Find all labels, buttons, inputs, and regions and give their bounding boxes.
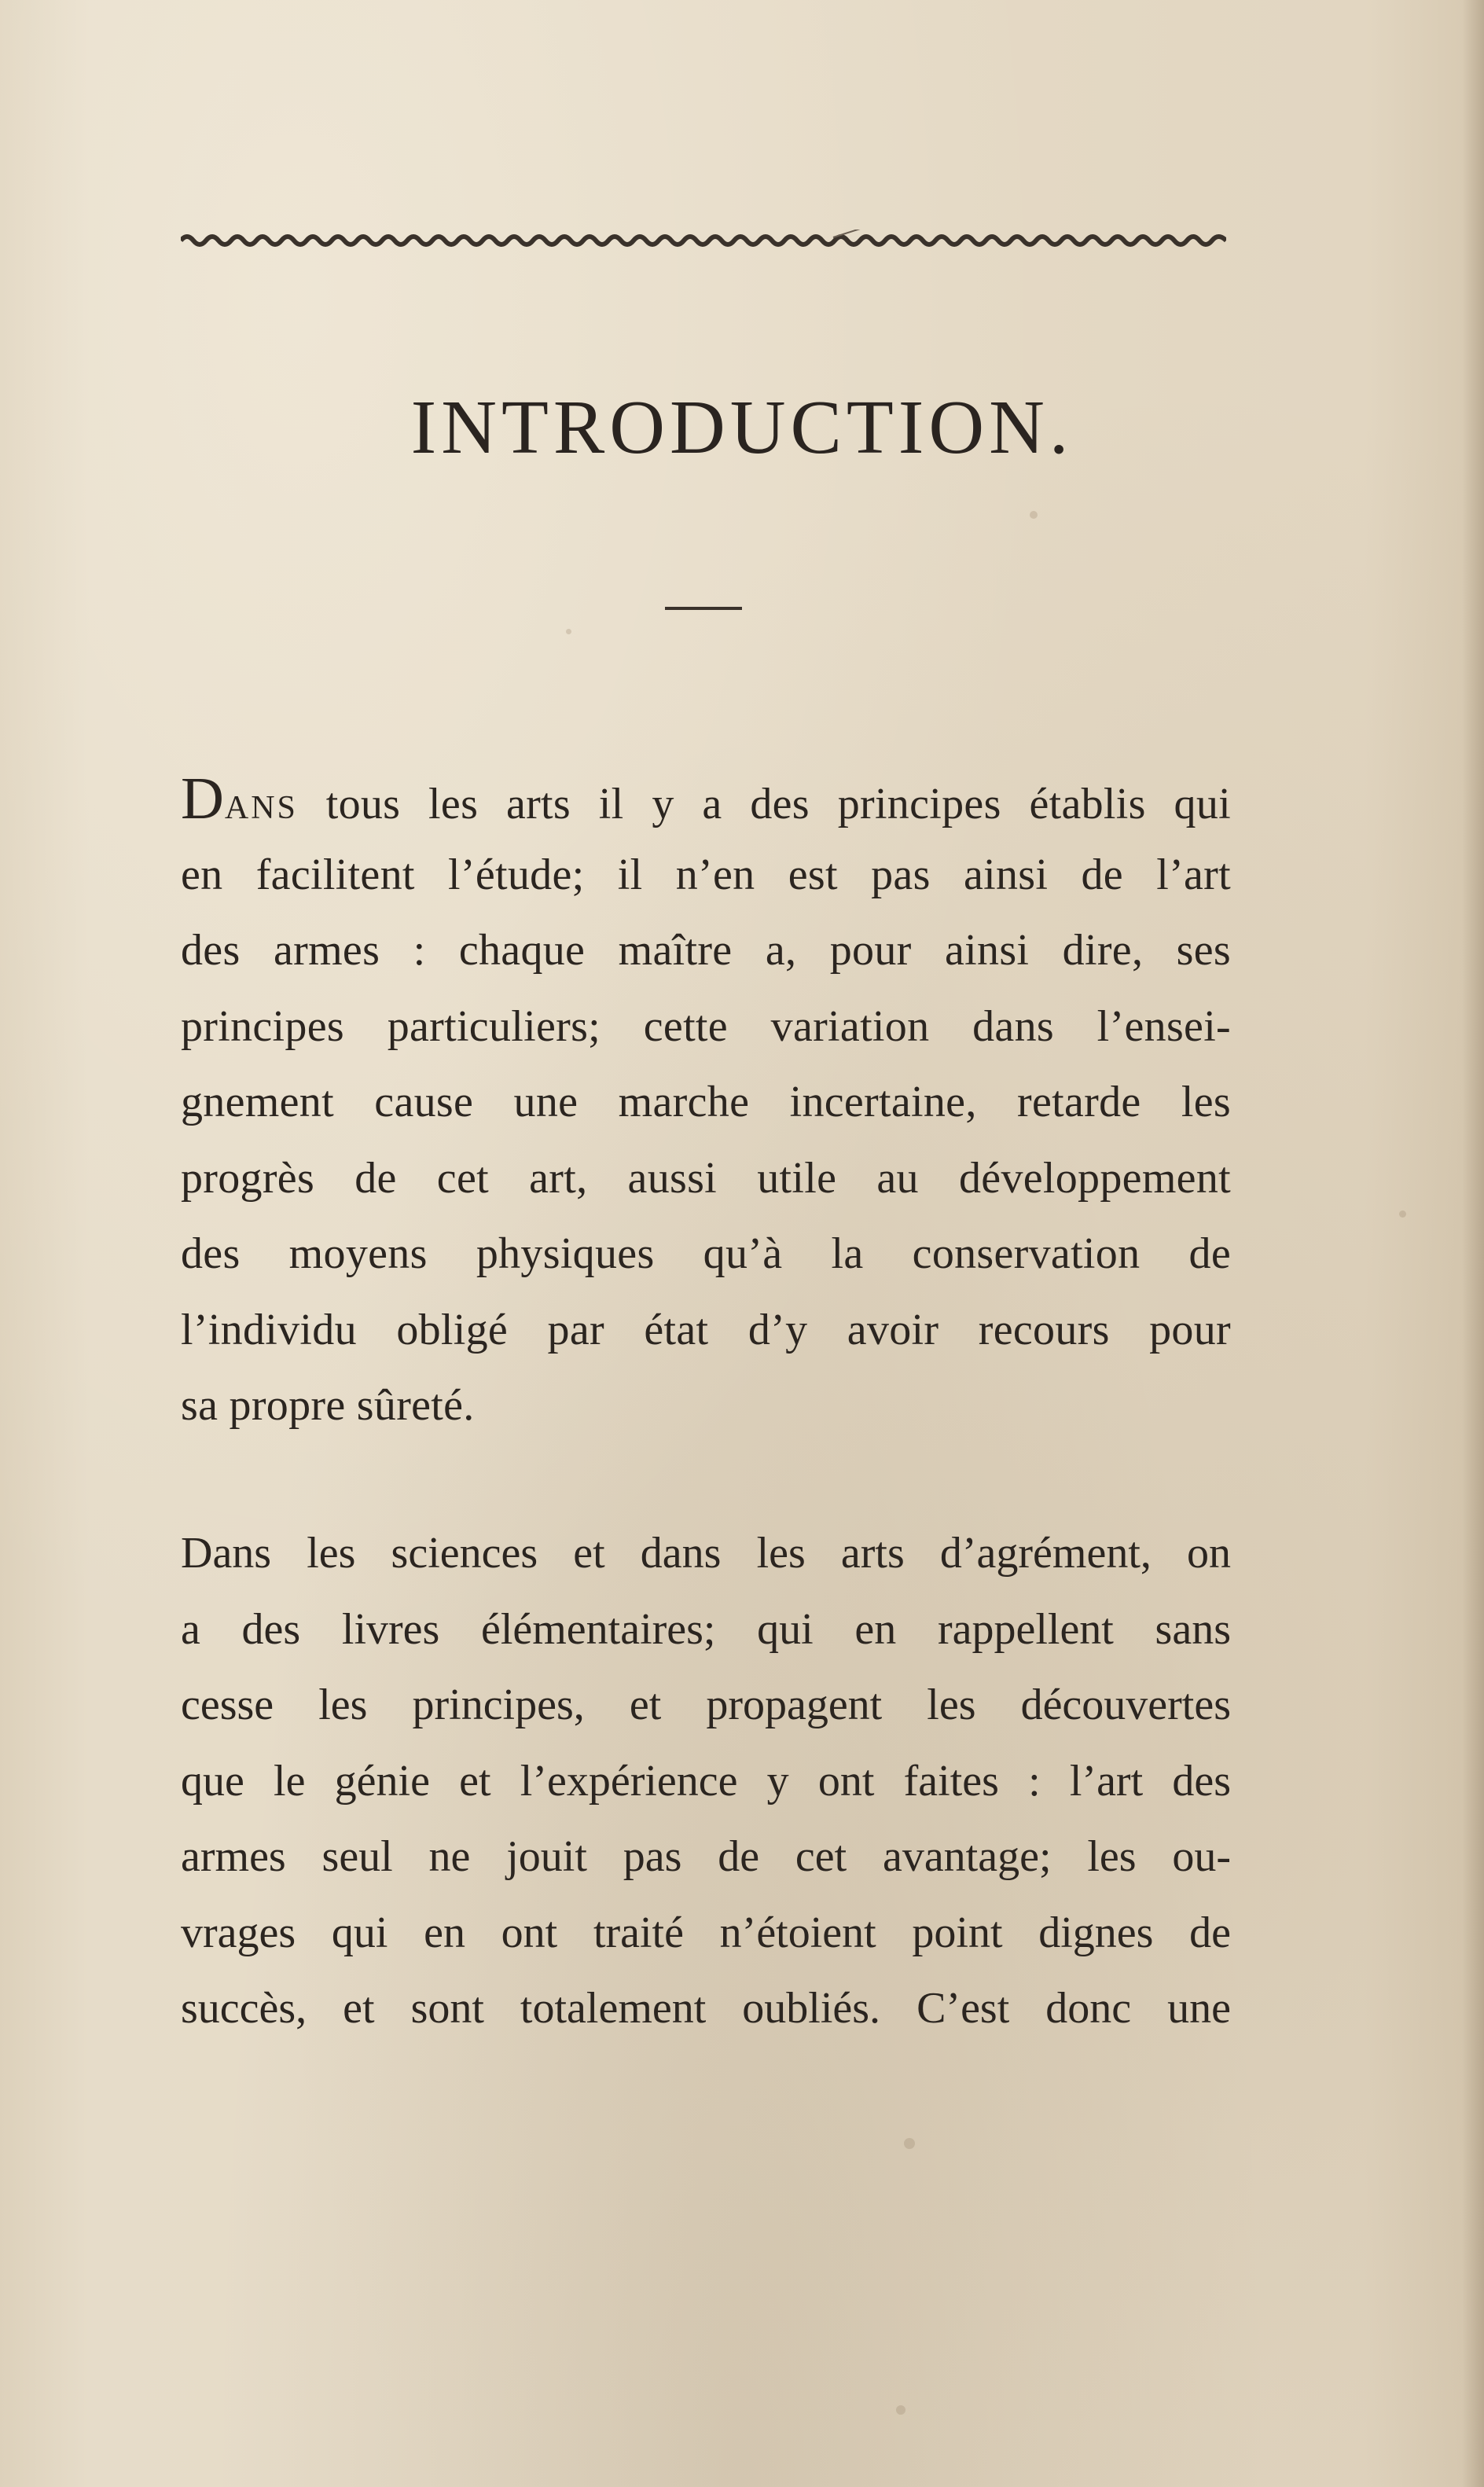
text-line bbox=[181, 761, 1231, 837]
text-line: a des livres élémentaires; qui en rappellent sans bbox=[181, 1604, 1231, 1654]
foxing-spot bbox=[896, 2405, 905, 2415]
ornamental-rule bbox=[181, 230, 1226, 253]
foxing-spot bbox=[1030, 511, 1038, 519]
text-line: que le génie et l’expérience y ont faites : l’art des bbox=[181, 1756, 1231, 1806]
line-text: tous les arts il y a des principes établis qui bbox=[297, 780, 1231, 828]
text-line: des armes : chaque maître a, pour ainsi dire, ses bbox=[181, 926, 1231, 975]
text-line: succès, et sont totalement oubliés. C’est donc une bbox=[181, 1984, 1231, 2033]
foxing-spot bbox=[1399, 1210, 1406, 1218]
text-line: principes particuliers; cette variation dans l’ensei- bbox=[181, 1001, 1231, 1051]
text-line: armes seul ne jouit pas de cet avantage; les ou- bbox=[181, 1832, 1231, 1881]
text-line: gnement cause une marche incertaine, retarde les bbox=[181, 1078, 1231, 1126]
text-line: en facilitent l’étude; il n’en est pas ainsi de l’art bbox=[181, 850, 1231, 899]
paragraph-1 bbox=[181, 761, 1231, 1444]
text-line: sa propre sûreté. bbox=[181, 1381, 475, 1430]
foxing-spot bbox=[566, 629, 571, 634]
text-line: Dans les sciences et dans les arts d’agrément, on bbox=[181, 1529, 1231, 1578]
title-divider bbox=[665, 607, 742, 610]
paragraph-2 bbox=[181, 1515, 1231, 2047]
text-line: des moyens physiques qu’à la conservation de bbox=[181, 1229, 1231, 1278]
small-caps: ANS bbox=[224, 790, 298, 826]
page-edge-shadow bbox=[1462, 0, 1484, 2487]
text-line: progrès de cet art, aussi utile au développement bbox=[181, 1153, 1231, 1203]
foxing-spot bbox=[904, 2138, 915, 2149]
drop-cap: D bbox=[181, 766, 225, 832]
text-line: vrages qui en ont traité n’étoient point dignes de bbox=[181, 1908, 1231, 1957]
text-line: l’individu obligé par état d’y avoir recours pour bbox=[181, 1305, 1231, 1354]
chapter-title: INTRODUCTION. bbox=[410, 385, 1074, 470]
text-line: cesse les principes, et propagent les découvertes bbox=[181, 1681, 1231, 1729]
